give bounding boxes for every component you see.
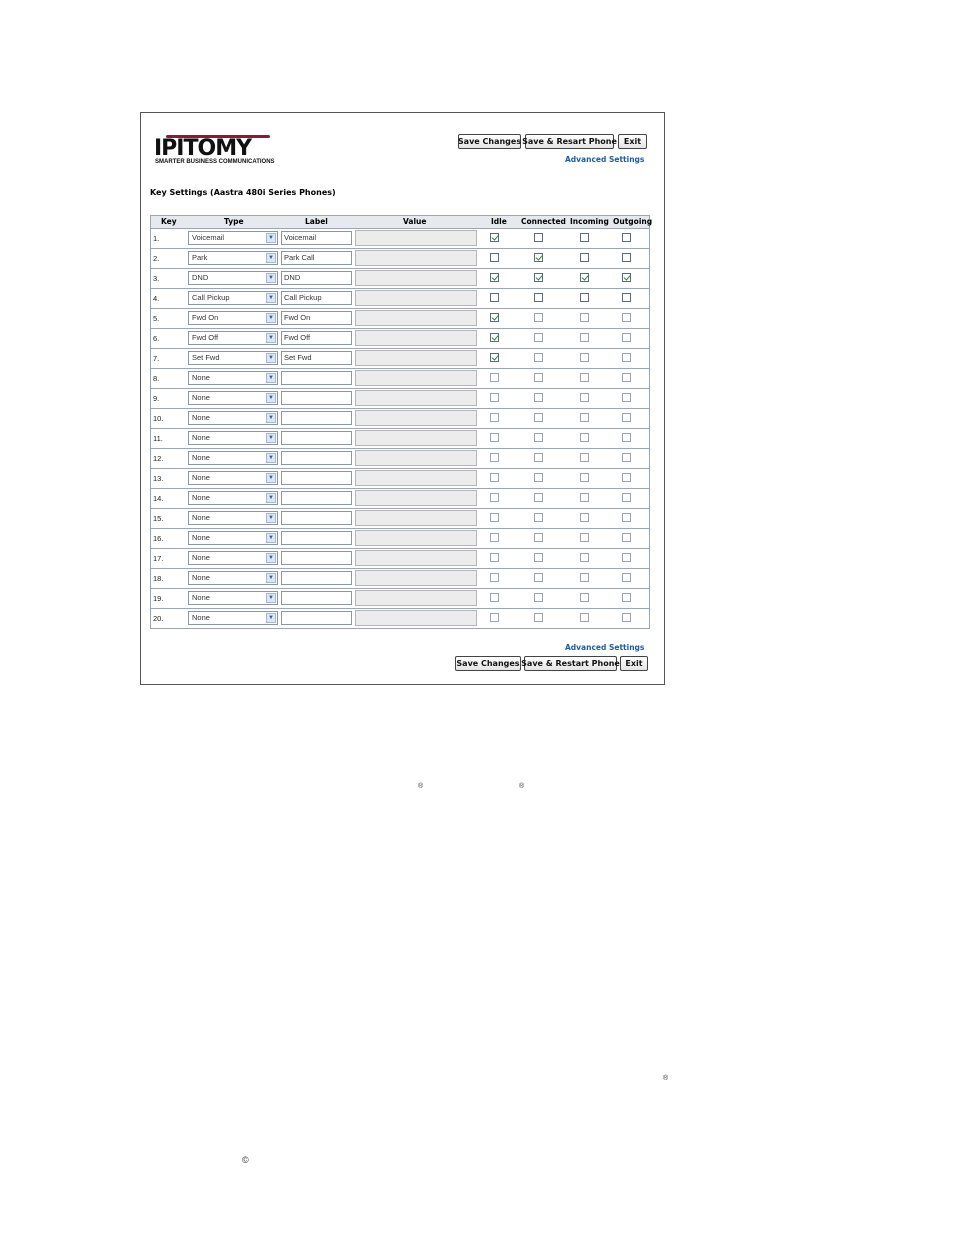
type-select-value: DND [192, 273, 209, 282]
key-number: 6. [153, 334, 160, 343]
outgoing-checkbox[interactable] [622, 333, 631, 342]
key-number: 19. [153, 594, 164, 603]
type-select[interactable] [188, 591, 278, 605]
label-input[interactable]: Call Pickup [281, 291, 352, 305]
registered-mark: ® [663, 1075, 669, 1082]
header-label: Label [305, 217, 328, 226]
type-select[interactable] [188, 271, 278, 285]
header-outgoing: Outgoing [613, 217, 653, 226]
key-number: 12. [153, 454, 164, 463]
idle-checkbox[interactable] [490, 293, 499, 302]
type-select[interactable] [188, 231, 278, 245]
idle-checkbox[interactable] [490, 273, 499, 282]
type-select-value: None [192, 613, 210, 622]
table-row [151, 489, 649, 509]
type-select[interactable] [188, 371, 278, 385]
type-select-value: None [192, 373, 210, 382]
outgoing-checkbox[interactable] [622, 433, 631, 442]
chevron-down-icon[interactable]: ▼ [266, 293, 276, 303]
label-input[interactable] [281, 451, 352, 465]
incoming-checkbox[interactable] [580, 393, 589, 402]
idle-checkbox[interactable] [490, 433, 499, 442]
value-input [355, 530, 477, 546]
table-header [151, 216, 653, 229]
header-idle: Idle [491, 217, 507, 226]
outgoing-checkbox[interactable] [622, 513, 631, 522]
registered-mark: ® [519, 783, 525, 790]
connected-checkbox[interactable] [534, 353, 543, 362]
label-input[interactable] [281, 511, 352, 525]
type-select-value: None [192, 393, 210, 402]
type-select-value: None [192, 553, 210, 562]
copyright-mark: © [242, 1155, 249, 1165]
label-input[interactable]: DND [281, 271, 352, 285]
connected-checkbox[interactable] [534, 613, 543, 622]
chevron-down-icon[interactable]: ▼ [266, 453, 276, 463]
label-input[interactable]: Fwd On [281, 311, 352, 325]
table-row [151, 589, 649, 609]
value-input [355, 250, 477, 266]
table-body [151, 229, 649, 628]
type-select-value: Park [192, 253, 208, 262]
value-input [355, 230, 477, 246]
chevron-down-icon[interactable]: ▼ [266, 413, 276, 423]
type-select-value: Fwd On [192, 313, 219, 322]
incoming-checkbox[interactable] [580, 333, 589, 342]
idle-checkbox[interactable] [490, 393, 499, 402]
table-row [151, 509, 649, 529]
type-select-value: None [192, 513, 210, 522]
table-row [151, 569, 649, 589]
label-input[interactable] [281, 391, 352, 405]
outgoing-checkbox[interactable] [622, 393, 631, 402]
chevron-down-icon[interactable]: ▼ [266, 393, 276, 403]
exit-button-top[interactable]: Exit [618, 134, 647, 149]
value-input [355, 490, 477, 506]
chevron-down-icon[interactable]: ▼ [266, 573, 276, 583]
outgoing-checkbox[interactable] [622, 613, 631, 622]
chevron-down-icon[interactable]: ▼ [266, 533, 276, 543]
key-number: 15. [153, 514, 164, 523]
type-select[interactable] [188, 551, 278, 565]
connected-checkbox[interactable] [534, 573, 543, 582]
outgoing-checkbox[interactable] [622, 473, 631, 482]
outgoing-checkbox[interactable] [622, 533, 631, 542]
logo-tagline: SMARTER BUSINESS COMMUNICATIONS [155, 159, 275, 165]
incoming-checkbox[interactable] [580, 473, 589, 482]
incoming-checkbox[interactable] [580, 353, 589, 362]
chevron-down-icon[interactable]: ▼ [266, 253, 276, 263]
incoming-checkbox[interactable] [580, 313, 589, 322]
type-select[interactable] [188, 291, 278, 305]
connected-checkbox[interactable] [534, 273, 543, 282]
save-restart-phone-button-bottom[interactable]: Save & Restart Phone [524, 656, 617, 671]
connected-checkbox[interactable] [534, 313, 543, 322]
idle-checkbox[interactable] [490, 513, 499, 522]
incoming-checkbox[interactable] [580, 533, 589, 542]
key-number: 9. [153, 394, 160, 403]
header-connected: Connected [521, 217, 566, 226]
outgoing-checkbox[interactable] [622, 453, 631, 462]
type-select-value: None [192, 533, 210, 542]
table-row [151, 229, 649, 249]
value-input [355, 590, 477, 606]
label-input[interactable] [281, 571, 352, 585]
connected-checkbox[interactable] [534, 453, 543, 462]
type-select[interactable] [188, 431, 278, 445]
type-select[interactable] [188, 251, 278, 265]
label-input[interactable] [281, 551, 352, 565]
idle-checkbox[interactable] [490, 233, 499, 242]
table-row [151, 389, 649, 409]
chevron-down-icon[interactable]: ▼ [266, 273, 276, 283]
chevron-down-icon[interactable]: ▼ [266, 553, 276, 563]
key-number: 16. [153, 534, 164, 543]
ipitomy-logo [154, 135, 275, 169]
value-input [355, 270, 477, 286]
label-input[interactable]: Fwd Off [281, 331, 352, 345]
table-row [151, 349, 649, 369]
type-select[interactable] [188, 351, 278, 365]
value-input [355, 350, 477, 366]
key-number: 17. [153, 554, 164, 563]
outgoing-checkbox[interactable] [622, 413, 631, 422]
logo-wordmark: IPITOMY [154, 136, 252, 161]
type-select[interactable] [188, 611, 278, 625]
header-key: Key [161, 217, 177, 226]
table-row [151, 329, 649, 349]
header-incoming: Incoming [570, 217, 609, 226]
key-number: 13. [153, 474, 164, 483]
idle-checkbox[interactable] [490, 313, 499, 322]
chevron-down-icon[interactable]: ▼ [266, 313, 276, 323]
chevron-down-icon[interactable]: ▼ [266, 493, 276, 503]
label-input[interactable] [281, 591, 352, 605]
value-input [355, 370, 477, 386]
label-input[interactable]: Park Call [281, 251, 352, 265]
idle-checkbox[interactable] [490, 593, 499, 602]
label-input[interactable] [281, 491, 352, 505]
type-select[interactable] [188, 531, 278, 545]
key-number: 10. [153, 414, 164, 423]
table-row [151, 529, 649, 549]
incoming-checkbox[interactable] [580, 253, 589, 262]
table-row [151, 309, 649, 329]
connected-checkbox[interactable] [534, 533, 543, 542]
idle-checkbox[interactable] [490, 553, 499, 562]
chevron-down-icon[interactable]: ▼ [266, 473, 276, 483]
key-number: 7. [153, 354, 160, 363]
incoming-checkbox[interactable] [580, 293, 589, 302]
key-number: 11. [153, 434, 163, 443]
table-row [151, 289, 649, 309]
key-number: 4. [153, 294, 160, 303]
connected-checkbox[interactable] [534, 553, 543, 562]
incoming-checkbox[interactable] [580, 273, 589, 282]
type-select-value: None [192, 413, 210, 422]
outgoing-checkbox[interactable] [622, 273, 631, 282]
type-select-value: Fwd Off [192, 333, 219, 342]
incoming-checkbox[interactable] [580, 573, 589, 582]
table-row [151, 249, 649, 269]
incoming-checkbox[interactable] [580, 413, 589, 422]
chevron-down-icon[interactable]: ▼ [266, 373, 276, 383]
key-number: 8. [153, 374, 160, 383]
idle-checkbox[interactable] [490, 473, 499, 482]
idle-checkbox[interactable] [490, 613, 499, 622]
save-changes-button-bottom[interactable]: Save Changes [455, 656, 521, 671]
label-input[interactable] [281, 531, 352, 545]
type-select-value: Set Fwd [192, 353, 220, 362]
idle-checkbox[interactable] [490, 453, 499, 462]
key-number: 2. [153, 254, 160, 263]
label-input[interactable] [281, 471, 352, 485]
idle-checkbox[interactable] [490, 253, 499, 262]
connected-checkbox[interactable] [534, 393, 543, 402]
chevron-down-icon[interactable]: ▼ [266, 613, 276, 623]
table-row [151, 449, 649, 469]
value-input [355, 510, 477, 526]
header-type: Type [224, 217, 244, 226]
incoming-checkbox[interactable] [580, 433, 589, 442]
outgoing-checkbox[interactable] [622, 593, 631, 602]
type-select[interactable] [188, 391, 278, 405]
table-row [151, 609, 649, 628]
type-select[interactable] [188, 491, 278, 505]
type-select-value: None [192, 573, 210, 582]
incoming-checkbox[interactable] [580, 373, 589, 382]
connected-checkbox[interactable] [534, 293, 543, 302]
type-select-value: Voicemail [192, 233, 225, 242]
value-input [355, 450, 477, 466]
incoming-checkbox[interactable] [580, 553, 589, 562]
incoming-checkbox[interactable] [580, 593, 589, 602]
save-restart-phone-button-top[interactable]: Save & Resart Phone [525, 134, 614, 149]
table-row [151, 549, 649, 569]
idle-checkbox[interactable] [490, 333, 499, 342]
value-input [355, 390, 477, 406]
table-row [151, 409, 649, 429]
incoming-checkbox[interactable] [580, 513, 589, 522]
label-input[interactable] [281, 431, 352, 445]
connected-checkbox[interactable] [534, 333, 543, 342]
value-input [355, 570, 477, 586]
table-row [151, 269, 649, 289]
type-select[interactable] [188, 311, 278, 325]
outgoing-checkbox[interactable] [622, 353, 631, 362]
chevron-down-icon[interactable]: ▼ [266, 513, 276, 523]
table-row [151, 469, 649, 489]
advanced-settings-link-top[interactable]: Advanced Settings [565, 155, 645, 164]
type-select-value: None [192, 473, 210, 482]
label-input[interactable] [281, 371, 352, 385]
key-number: 3. [153, 274, 160, 283]
incoming-checkbox[interactable] [580, 233, 589, 242]
idle-checkbox[interactable] [490, 493, 499, 502]
label-input[interactable] [281, 411, 352, 425]
connected-checkbox[interactable] [534, 253, 543, 262]
connected-checkbox[interactable] [534, 493, 543, 502]
chevron-down-icon[interactable]: ▼ [266, 593, 276, 603]
key-number: 20. [153, 614, 164, 623]
value-input [355, 470, 477, 486]
outgoing-checkbox[interactable] [622, 253, 631, 262]
type-select[interactable] [188, 411, 278, 425]
chevron-down-icon[interactable]: ▼ [266, 353, 276, 363]
incoming-checkbox[interactable] [580, 493, 589, 502]
exit-button-bottom[interactable]: Exit [620, 656, 648, 671]
idle-checkbox[interactable] [490, 413, 499, 422]
value-input [355, 290, 477, 306]
connected-checkbox[interactable] [534, 233, 543, 242]
outgoing-checkbox[interactable] [622, 233, 631, 242]
header-value: Value [403, 217, 427, 226]
connected-checkbox[interactable] [534, 413, 543, 422]
idle-checkbox[interactable] [490, 533, 499, 542]
type-select[interactable] [188, 471, 278, 485]
chevron-down-icon[interactable]: ▼ [266, 233, 276, 243]
table-row [151, 429, 649, 449]
type-select[interactable] [188, 451, 278, 465]
type-select-value: Call Pickup [192, 293, 230, 302]
incoming-checkbox[interactable] [580, 613, 589, 622]
key-number: 5. [153, 314, 160, 323]
type-select[interactable] [188, 571, 278, 585]
value-input [355, 310, 477, 326]
type-select[interactable] [188, 511, 278, 525]
table-row [151, 369, 649, 389]
value-input [355, 410, 477, 426]
value-input [355, 610, 477, 626]
key-number: 18. [153, 574, 164, 583]
label-input[interactable] [281, 611, 352, 625]
type-select-value: None [192, 493, 210, 502]
value-input [355, 330, 477, 346]
ipitomy-key-settings-window [140, 112, 665, 685]
type-select-value: None [192, 453, 210, 462]
connected-checkbox[interactable] [534, 433, 543, 442]
advanced-settings-link-bottom[interactable]: Advanced Settings [565, 643, 645, 652]
registered-mark: ® [418, 783, 424, 790]
save-changes-button-top[interactable]: Save Changes [458, 134, 521, 149]
connected-checkbox[interactable] [534, 593, 543, 602]
page-title: Key Settings (Aastra 480i Series Phones) [150, 188, 336, 197]
idle-checkbox[interactable] [490, 573, 499, 582]
value-input [355, 550, 477, 566]
key-number: 14. [153, 494, 164, 503]
type-select-value: None [192, 433, 210, 442]
type-select[interactable] [188, 331, 278, 345]
connected-checkbox[interactable] [534, 473, 543, 482]
outgoing-checkbox[interactable] [622, 373, 631, 382]
idle-checkbox[interactable] [490, 373, 499, 382]
value-input [355, 430, 477, 446]
type-select-value: None [192, 593, 210, 602]
outgoing-checkbox[interactable] [622, 293, 631, 302]
outgoing-checkbox[interactable] [622, 573, 631, 582]
outgoing-checkbox[interactable] [622, 553, 631, 562]
connected-checkbox[interactable] [534, 513, 543, 522]
label-input[interactable]: Voicemail [281, 231, 352, 245]
label-input[interactable]: Set Fwd [281, 351, 352, 365]
connected-checkbox[interactable] [534, 373, 543, 382]
outgoing-checkbox[interactable] [622, 313, 631, 322]
key-settings-table [150, 215, 653, 629]
key-number: 1. [153, 234, 160, 243]
chevron-down-icon[interactable]: ▼ [266, 333, 276, 343]
outgoing-checkbox[interactable] [622, 493, 631, 502]
chevron-down-icon[interactable]: ▼ [266, 433, 276, 443]
incoming-checkbox[interactable] [580, 453, 589, 462]
idle-checkbox[interactable] [490, 353, 499, 362]
